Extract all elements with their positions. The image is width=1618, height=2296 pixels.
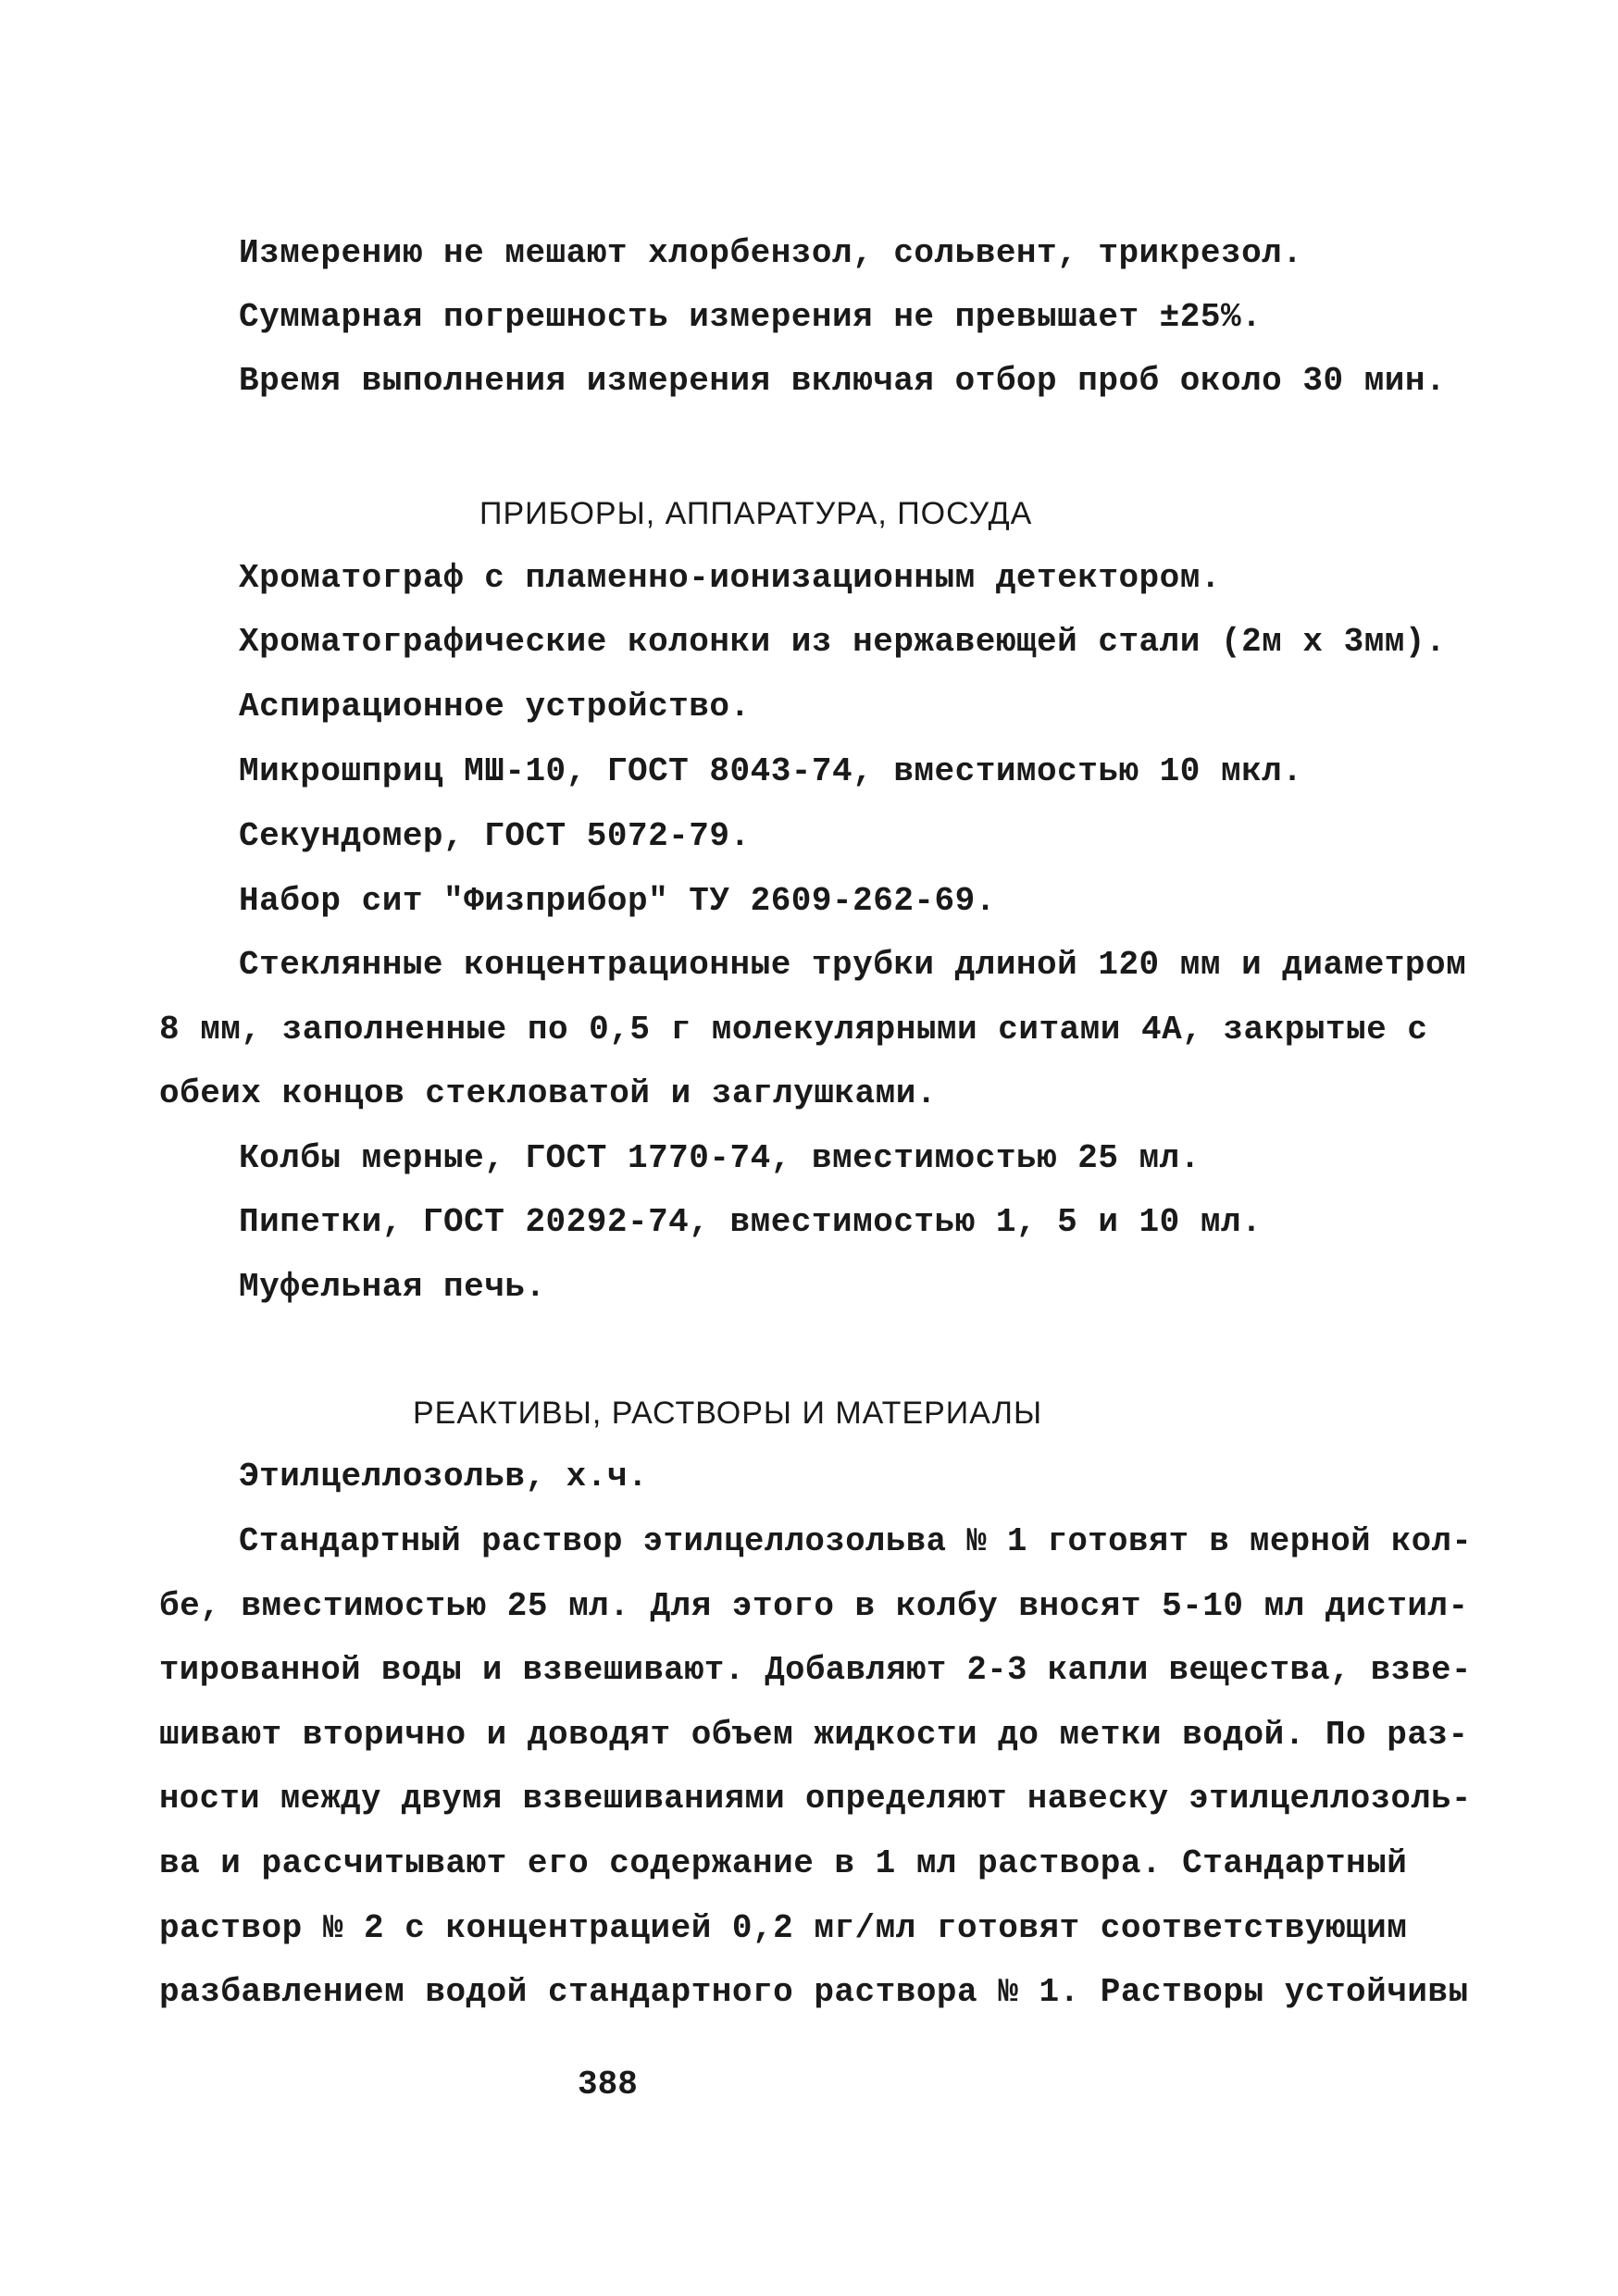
equipment-line: Пипетки, ГОСТ 20292-74, вместимостью 1, 5 и 10 мл.: [239, 1203, 1263, 1241]
equipment-line: обеих концов стекловатой и заглушками.: [159, 1074, 937, 1112]
page-number: 388: [578, 2066, 638, 2104]
equipment-line: 8 мм, заполненные по 0,5 г молекулярными ситами 4А, закрытые с: [159, 1011, 1428, 1049]
reagents-line: тированной воды и взвешивают. Добавляют 2-3 капли вещества, взве-: [159, 1651, 1472, 1689]
reagents-line: ва и рассчитывают его содержание в 1 мл раствора. Стандартный: [159, 1844, 1408, 1882]
section-heading-equipment: ПРИБОРЫ, АППАРАТУРА, ПОСУДА: [479, 496, 1033, 531]
equipment-line: Муфельная печь.: [239, 1268, 546, 1306]
reagents-line: шивают вторично и доводят объем жидкости до метки водой. По раз-: [159, 1716, 1469, 1754]
equipment-line: Стеклянные концентрационные трубки длиной 120 мм и диаметром: [239, 946, 1467, 984]
intro-line: Суммарная погрешность измерения не превышает ±25%.: [239, 298, 1263, 336]
intro-line: Измерению не мешают хлорбензол, сольвент, трикрезол.: [239, 234, 1303, 272]
equipment-line: Микрошприц МШ-10, ГОСТ 8043-74, вместимостью 10 мкл.: [239, 752, 1303, 790]
equipment-line: Хроматограф с пламенно-ионизационным детектором.: [239, 559, 1221, 597]
reagents-line: Этилцеллозольв, х.ч.: [239, 1458, 649, 1496]
equipment-line: Аспирационное устройство.: [239, 688, 751, 726]
reagents-line: раствор № 2 с концентрацией 0,2 мг/мл готовят соответствующим: [159, 1909, 1408, 1947]
reagents-line: ности между двумя взвешиваниями определяют навеску этилцеллозоль-: [159, 1780, 1472, 1818]
reagents-line: Стандартный раствор этилцеллозольва № 1 готовят в мерной кол-: [239, 1522, 1473, 1560]
section-heading-reagents: РЕАКТИВЫ, РАСТВОРЫ И МАТЕРИАЛЫ: [413, 1396, 1043, 1431]
equipment-line: Набор сит "Физприбор" ТУ 2609-262-69.: [239, 882, 996, 920]
reagents-line: бе, вместимостью 25 мл. Для этого в колбу вносят 5-10 мл дистил-: [159, 1587, 1469, 1625]
intro-line: Время выполнения измерения включая отбор проб около 30 мин.: [239, 362, 1447, 400]
equipment-line: Колбы мерные, ГОСТ 1770-74, вместимостью 25 мл.: [239, 1139, 1201, 1177]
reagents-line: разбавлением водой стандартного раствора № 1. Растворы устойчивы: [159, 1973, 1469, 2011]
equipment-line: Хроматографические колонки из нержавеющей стали (2м х 3мм).: [239, 623, 1447, 661]
equipment-line: Секундомер, ГОСТ 5072-79.: [239, 817, 751, 855]
